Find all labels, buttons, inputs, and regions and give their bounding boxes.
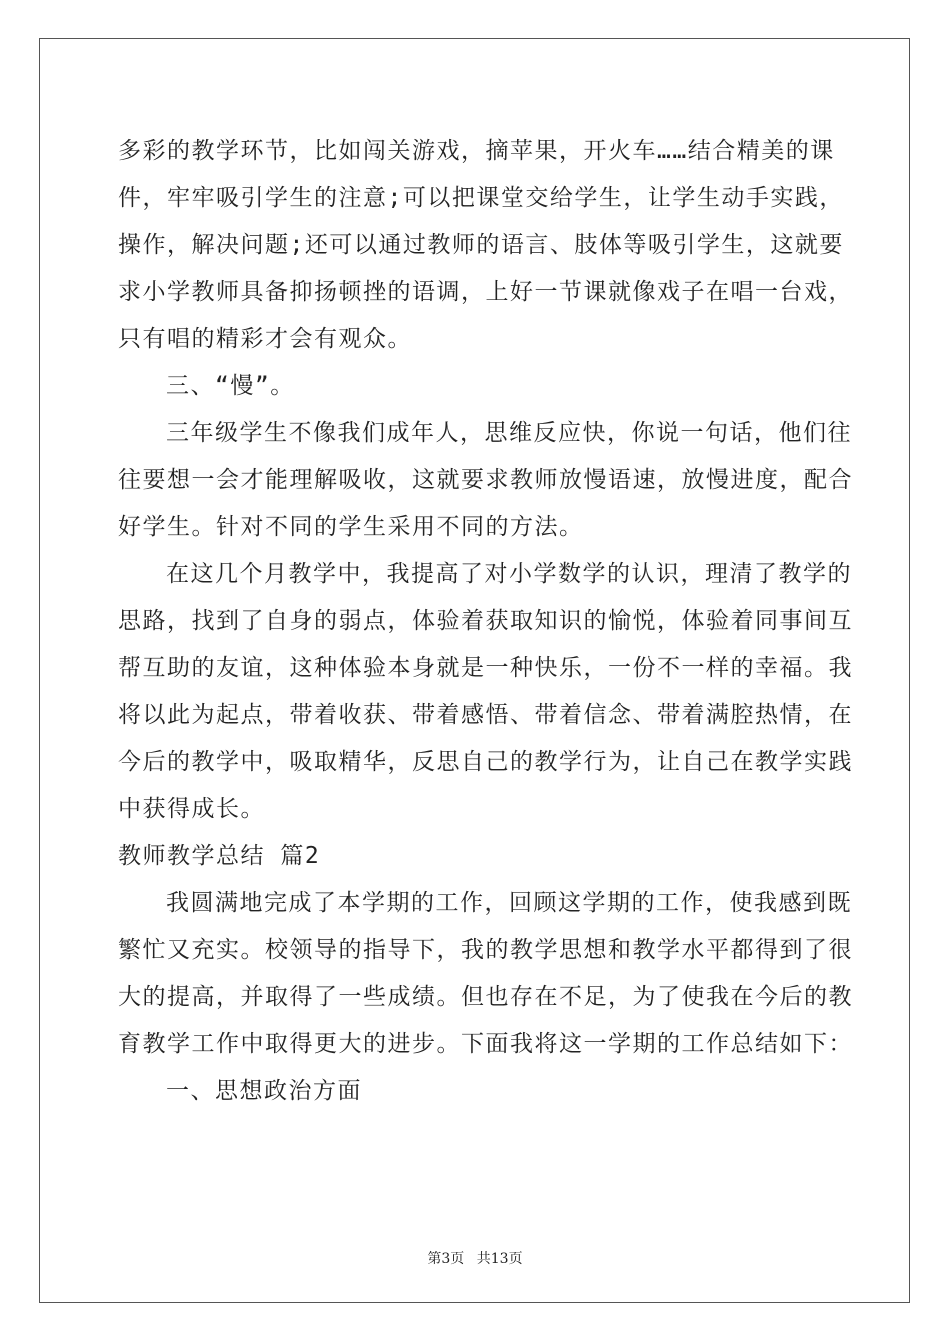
text-line: 思路，找到了自身的弱点，体验着获取知识的愉悦，体验着同事间互 <box>118 608 853 634</box>
text-line: 三、“慢”。 <box>166 373 295 399</box>
text-line: 三年级学生不像我们成年人，思维反应快，你说一句话，他们往 <box>166 420 852 446</box>
text-line: 在这几个月教学中，我提高了对小学数学的认识，理清了教学的 <box>166 561 852 587</box>
text-line: 求小学教师具备抑扬顿挫的语调，上好一节课就像戏子在唱一台戏， <box>118 279 853 305</box>
section-heading-politics <box>118 1068 834 1115</box>
paragraph-continuation <box>118 128 853 363</box>
paragraph <box>118 551 853 833</box>
section-heading-slow <box>118 363 834 410</box>
text-line: 好学生。针对不同的学生采用不同的方法。 <box>118 514 584 540</box>
text-line: 大的提高，并取得了一些成绩。但也存在不足，为了使我在今后的教 <box>118 984 853 1010</box>
article-title <box>118 833 834 880</box>
text-line: 只有唱的精彩才会有观众。 <box>118 326 412 352</box>
text-line: 往要想一会才能理解吸收，这就要求教师放慢语速，放慢进度，配合 <box>118 467 853 493</box>
paragraph <box>118 880 853 1068</box>
text-line: 教师教学总结 篇2 <box>118 843 321 869</box>
page-total: 共13页 <box>476 1251 523 1267</box>
text-line: 将以此为起点，带着收获、带着感悟、带着信念、带着满腔热情，在 <box>118 702 853 728</box>
text-line: 今后的教学中，吸取精华，反思自己的教学行为，让自己在教学实践 <box>118 749 853 775</box>
text-line: 多彩的教学环节，比如闯关游戏，摘苹果，开火车……结合精美的课 <box>118 138 835 164</box>
paragraph <box>118 410 853 551</box>
text-line: 操作，解决问题;还可以通过教师的语言、肢体等吸引学生，这就要 <box>118 232 844 258</box>
text-line: 繁忙又充实。校领导的指导下，我的教学思想和教学水平都得到了很 <box>118 937 853 963</box>
text-line: 我圆满地完成了本学期的工作，回顾这学期的工作，使我感到既 <box>166 890 852 916</box>
text-line: 件，牢牢吸引学生的注意;可以把课堂交给学生，让学生动手实践， <box>118 185 844 211</box>
text-line: 一、思想政治方面 <box>166 1078 362 1104</box>
page-number: 第3页 <box>427 1251 465 1267</box>
text-line: 中获得成长。 <box>118 796 265 822</box>
document-body <box>118 128 853 1115</box>
text-line: 育教学工作中取得更大的进步。下面我将这一学期的工作总结如下： <box>118 1031 853 1057</box>
text-line: 帮互助的友谊，这种体验本身就是一种快乐，一份不一样的幸福。我 <box>118 655 853 681</box>
page-footer <box>0 1248 950 1268</box>
